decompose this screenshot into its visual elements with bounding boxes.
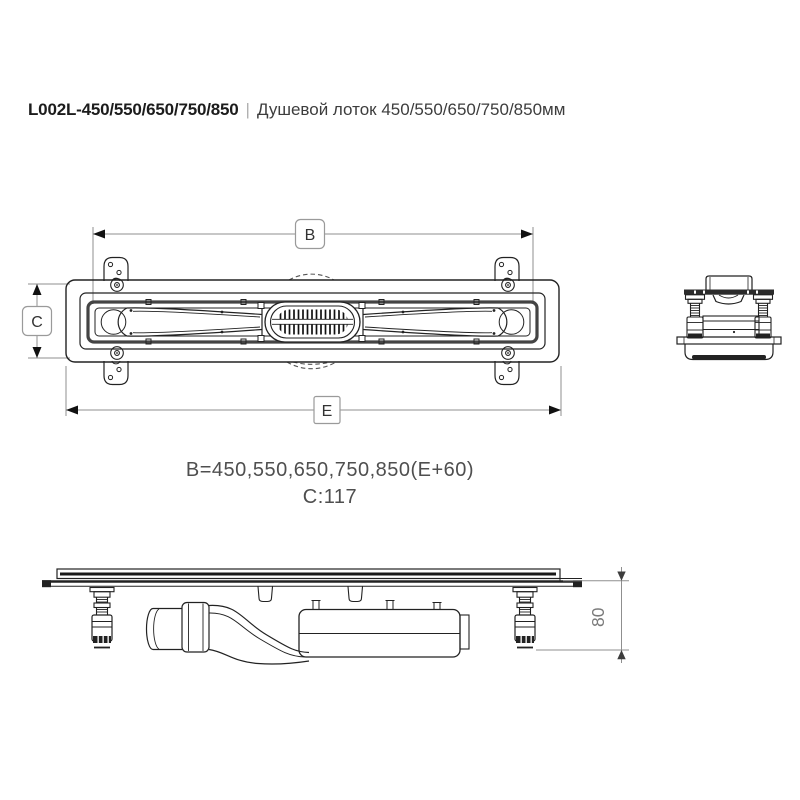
arrowhead-up xyxy=(617,650,625,659)
spec-line-c: C:117 xyxy=(302,486,358,508)
plan-dimension-e xyxy=(66,366,561,424)
section-view xyxy=(42,567,629,664)
arrowhead-left xyxy=(66,406,78,415)
arrowhead-right xyxy=(549,406,561,415)
product-description: Душевой лоток 450/550/650/750/850мм xyxy=(256,100,566,119)
arrowhead-down xyxy=(617,572,625,581)
ear-tab xyxy=(104,361,128,385)
arrowhead-up xyxy=(33,284,42,295)
trap-assembly xyxy=(147,601,470,665)
end-view xyxy=(677,276,781,360)
ear-tab xyxy=(495,361,519,385)
dim-label-b: B xyxy=(304,227,316,244)
funnel xyxy=(713,295,744,304)
dim-label-e: E xyxy=(321,403,333,420)
plan-left-channel xyxy=(101,300,262,345)
model-code: L002L-450/550/650/750/850 xyxy=(28,100,239,119)
adjustable-foot xyxy=(513,588,537,648)
top-plate xyxy=(684,290,774,295)
outlet-pipe xyxy=(147,609,183,650)
plan-dimension-c xyxy=(23,284,71,358)
trap-clip xyxy=(258,587,273,602)
plan-view xyxy=(23,220,562,424)
grate-collar xyxy=(706,276,752,290)
ear-tab xyxy=(104,258,128,282)
plan-dimension-b xyxy=(93,220,533,305)
plan-right-channel xyxy=(363,300,524,345)
adjustable-leg xyxy=(686,295,705,338)
trap-clip xyxy=(348,587,363,602)
channel-profile xyxy=(42,569,582,587)
ear-tab xyxy=(495,258,519,282)
trough-band xyxy=(703,316,759,337)
dim-label-c: C xyxy=(31,314,43,331)
trap-curve xyxy=(209,605,309,652)
adjustable-foot xyxy=(90,588,114,648)
outlet-socket xyxy=(182,603,209,653)
arrowhead-right xyxy=(521,230,533,239)
title-separator: | xyxy=(245,100,250,119)
dim-label-80: 80 xyxy=(588,607,608,628)
spec-line-b: B=450,550,650,750,850(E+60) xyxy=(185,459,475,481)
plan-grate xyxy=(258,302,365,342)
arrowhead-down xyxy=(33,347,42,358)
arrowhead-left xyxy=(93,230,105,239)
